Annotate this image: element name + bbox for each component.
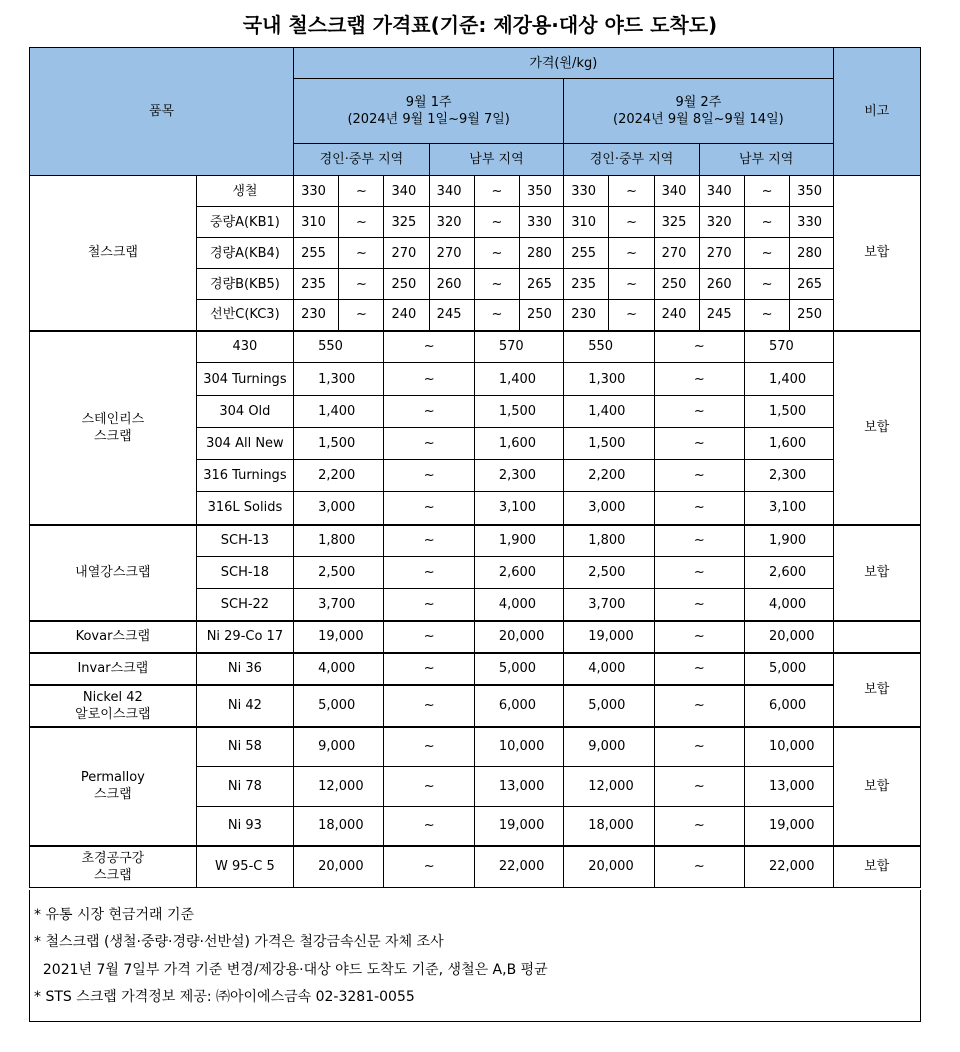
range-separator: ~ <box>654 331 744 363</box>
price-high: 1,600 <box>474 428 563 460</box>
note-cell: 보합 <box>833 176 920 331</box>
grade-name: Ni 93 <box>196 807 293 846</box>
range-separator: ~ <box>654 396 744 428</box>
note-cell <box>833 621 920 653</box>
range-separator: ~ <box>339 269 384 300</box>
group-name: 스테인리스 스크랩 <box>30 331 197 525</box>
price-low: 3,000 <box>294 492 384 525</box>
price-low: 2,200 <box>564 460 654 492</box>
grade-name: W 95-C 5 <box>196 846 293 888</box>
range-separator: ~ <box>384 557 474 589</box>
range-separator: ~ <box>654 807 744 846</box>
price-low: 340 <box>699 176 744 207</box>
price-low: 550 <box>564 331 654 363</box>
price-low: 19,000 <box>564 621 654 653</box>
price-low: 3,000 <box>564 492 654 525</box>
grade-name: SCH-22 <box>196 589 293 621</box>
price-high: 340 <box>654 176 699 207</box>
price-high: 1,600 <box>744 428 833 460</box>
price-low: 2,200 <box>294 460 384 492</box>
range-separator: ~ <box>384 396 474 428</box>
grade-name: 316L Solids <box>196 492 293 525</box>
price-high: 570 <box>744 331 833 363</box>
price-low: 1,400 <box>294 396 384 428</box>
price-low: 4,000 <box>564 653 654 685</box>
header-note: 비고 <box>833 48 920 176</box>
price-high: 265 <box>520 269 564 300</box>
table-row <box>30 685 921 727</box>
range-separator: ~ <box>339 238 384 269</box>
price-low: 320 <box>699 207 744 238</box>
group-name: Permalloy 스크랩 <box>30 727 197 846</box>
header-week1-label: 9월 1주 <box>405 95 452 110</box>
price-high: 3,100 <box>744 492 833 525</box>
price-high: 5,000 <box>474 653 563 685</box>
price-low: 330 <box>564 176 609 207</box>
note-cell: 보합 <box>833 653 920 727</box>
price-low: 1,300 <box>294 363 384 396</box>
price-low: 5,000 <box>294 685 384 727</box>
grade-name: 430 <box>196 331 293 363</box>
price-high: 6,000 <box>744 685 833 727</box>
price-high: 1,900 <box>474 525 563 557</box>
price-low: 18,000 <box>294 807 384 846</box>
price-high: 19,000 <box>474 807 563 846</box>
range-separator: ~ <box>654 492 744 525</box>
header-item: 품목 <box>30 48 294 176</box>
price-low: 260 <box>429 269 474 300</box>
range-separator: ~ <box>654 621 744 653</box>
note-line: 2021년 7월 7일부 가격 기준 변경/제강용·대상 야드 도착도 기준, 생철은 A,B 평균 <box>34 962 548 978</box>
price-low: 19,000 <box>294 621 384 653</box>
range-separator: ~ <box>609 300 654 331</box>
grade-name: Ni 29-Co 17 <box>196 621 293 653</box>
price-high: 6,000 <box>474 685 563 727</box>
note-cell: 보합 <box>833 727 920 846</box>
range-separator: ~ <box>609 238 654 269</box>
price-low: 245 <box>429 300 474 331</box>
price-high: 330 <box>790 207 833 238</box>
price-high: 1,500 <box>474 396 563 428</box>
range-separator: ~ <box>384 807 474 846</box>
price-high: 2,300 <box>744 460 833 492</box>
note-line: * 유통 시장 현금거래 기준 <box>34 907 195 923</box>
range-separator: ~ <box>654 589 744 621</box>
range-separator: ~ <box>384 727 474 767</box>
price-high: 1,900 <box>744 525 833 557</box>
header-week2-range: (2024년 9월 8일~9월 14일) <box>613 112 784 127</box>
grade-name: 생철 <box>196 176 293 207</box>
table-row <box>30 653 921 685</box>
price-low: 1,800 <box>294 525 384 557</box>
price-high: 1,400 <box>474 363 563 396</box>
grade-name: 경량A(KB4) <box>196 238 293 269</box>
range-separator: ~ <box>384 428 474 460</box>
price-high: 22,000 <box>744 846 833 888</box>
price-low: 9,000 <box>564 727 654 767</box>
group-name: 내열강스크랩 <box>30 525 197 621</box>
group-name: Kovar스크랩 <box>30 621 197 653</box>
price-low: 1,500 <box>564 428 654 460</box>
range-separator: ~ <box>339 300 384 331</box>
range-separator: ~ <box>384 685 474 727</box>
table-row <box>30 525 921 557</box>
header-w2-south: 남부 지역 <box>699 144 833 176</box>
price-high: 19,000 <box>744 807 833 846</box>
page-title: 국내 철스크랩 가격표(기준: 제강용·대상 야드 도착도) <box>242 13 718 37</box>
price-high: 280 <box>790 238 833 269</box>
header-w1-south: 남부 지역 <box>429 144 564 176</box>
grade-name: Ni 58 <box>196 727 293 767</box>
grade-name: 경량B(KB5) <box>196 269 293 300</box>
price-low: 255 <box>564 238 609 269</box>
price-high: 3,100 <box>474 492 563 525</box>
price-low: 340 <box>429 176 474 207</box>
price-high: 330 <box>520 207 564 238</box>
range-separator: ~ <box>744 269 789 300</box>
price-high: 325 <box>654 207 699 238</box>
grade-name: Ni 42 <box>196 685 293 727</box>
price-low: 260 <box>699 269 744 300</box>
price-high: 350 <box>520 176 564 207</box>
price-low: 320 <box>429 207 474 238</box>
price-high: 1,500 <box>744 396 833 428</box>
price-low: 330 <box>294 176 339 207</box>
price-low: 2,500 <box>564 557 654 589</box>
grade-name: SCH-18 <box>196 557 293 589</box>
price-low: 235 <box>294 269 339 300</box>
range-separator: ~ <box>384 460 474 492</box>
range-separator: ~ <box>744 300 789 331</box>
range-separator: ~ <box>654 685 744 727</box>
range-separator: ~ <box>384 492 474 525</box>
price-high: 270 <box>654 238 699 269</box>
note-cell: 보합 <box>833 331 920 525</box>
range-separator: ~ <box>609 176 654 207</box>
range-separator: ~ <box>339 176 384 207</box>
range-separator: ~ <box>654 846 744 888</box>
price-low: 310 <box>294 207 339 238</box>
price-high: 1,400 <box>744 363 833 396</box>
range-separator: ~ <box>384 589 474 621</box>
range-separator: ~ <box>474 300 519 331</box>
price-high: 250 <box>790 300 833 331</box>
range-separator: ~ <box>474 207 519 238</box>
price-high: 240 <box>384 300 429 331</box>
table-row <box>30 621 921 653</box>
price-high: 10,000 <box>744 727 833 767</box>
range-separator: ~ <box>744 238 789 269</box>
price-low: 9,000 <box>294 727 384 767</box>
header-w1-central: 경인·중부 지역 <box>294 144 430 176</box>
price-high: 570 <box>474 331 563 363</box>
price-high: 5,000 <box>744 653 833 685</box>
notes-box <box>29 890 921 1022</box>
range-separator: ~ <box>474 176 519 207</box>
price-low: 1,300 <box>564 363 654 396</box>
price-high: 20,000 <box>474 621 563 653</box>
range-separator: ~ <box>654 727 744 767</box>
note-cell: 보합 <box>833 846 920 888</box>
price-low: 230 <box>294 300 339 331</box>
range-separator: ~ <box>384 525 474 557</box>
price-low: 5,000 <box>564 685 654 727</box>
price-high: 13,000 <box>744 767 833 807</box>
range-separator: ~ <box>654 653 744 685</box>
range-separator: ~ <box>474 238 519 269</box>
range-separator: ~ <box>744 207 789 238</box>
grade-name: 316 Turnings <box>196 460 293 492</box>
price-low: 245 <box>699 300 744 331</box>
price-low: 310 <box>564 207 609 238</box>
group-name: 철스크랩 <box>30 176 197 331</box>
note-line: * 철스크랩 (생철·중량·경량·선반설) 가격은 철강금속신문 자체 조사 <box>34 934 444 950</box>
range-separator: ~ <box>384 621 474 653</box>
range-separator: ~ <box>654 428 744 460</box>
range-separator: ~ <box>654 460 744 492</box>
price-high: 2,600 <box>744 557 833 589</box>
price-high: 2,600 <box>474 557 563 589</box>
range-separator: ~ <box>384 363 474 396</box>
price-high: 350 <box>790 176 833 207</box>
grade-name: Ni 36 <box>196 653 293 685</box>
grade-name: 중량A(KB1) <box>196 207 293 238</box>
header-week2-label: 9월 2주 <box>675 95 722 110</box>
table-row <box>30 176 921 207</box>
price-high: 340 <box>384 176 429 207</box>
header-week2 <box>564 79 833 144</box>
price-high: 22,000 <box>474 846 563 888</box>
table-row <box>30 846 921 888</box>
price-table-body <box>30 176 921 888</box>
price-high: 270 <box>384 238 429 269</box>
price-low: 18,000 <box>564 807 654 846</box>
price-low: 1,500 <box>294 428 384 460</box>
grade-name: SCH-13 <box>196 525 293 557</box>
grade-name: 304 Old <box>196 396 293 428</box>
note-cell: 보합 <box>833 525 920 621</box>
price-low: 3,700 <box>294 589 384 621</box>
range-separator: ~ <box>654 557 744 589</box>
price-low: 255 <box>294 238 339 269</box>
grade-name: 304 All New <box>196 428 293 460</box>
header-w2-central: 경인·중부 지역 <box>564 144 700 176</box>
price-high: 4,000 <box>474 589 563 621</box>
range-separator: ~ <box>384 767 474 807</box>
price-table <box>29 47 921 888</box>
group-name: Invar스크랩 <box>30 653 197 685</box>
price-high: 265 <box>790 269 833 300</box>
price-low: 2,500 <box>294 557 384 589</box>
price-low: 20,000 <box>564 846 654 888</box>
price-low: 1,800 <box>564 525 654 557</box>
grade-name: Ni 78 <box>196 767 293 807</box>
price-high: 10,000 <box>474 727 563 767</box>
price-low: 550 <box>294 331 384 363</box>
header-price: 가격(원/kg) <box>294 48 833 79</box>
header-week1 <box>294 79 564 144</box>
range-separator: ~ <box>384 331 474 363</box>
range-separator: ~ <box>654 767 744 807</box>
price-low: 230 <box>564 300 609 331</box>
range-separator: ~ <box>474 269 519 300</box>
grade-name: 선반C(KC3) <box>196 300 293 331</box>
price-low: 12,000 <box>564 767 654 807</box>
group-name: Nickel 42 알로이스크랩 <box>30 685 197 727</box>
price-low: 235 <box>564 269 609 300</box>
price-high: 20,000 <box>744 621 833 653</box>
range-separator: ~ <box>384 653 474 685</box>
price-high: 2,300 <box>474 460 563 492</box>
range-separator: ~ <box>609 269 654 300</box>
price-low: 12,000 <box>294 767 384 807</box>
group-name: 초경공구강 스크랩 <box>30 846 197 888</box>
range-separator: ~ <box>384 846 474 888</box>
price-low: 270 <box>699 238 744 269</box>
price-high: 250 <box>654 269 699 300</box>
price-low: 20,000 <box>294 846 384 888</box>
header-week1-range: (2024년 9월 1일~9월 7일) <box>347 112 510 127</box>
price-high: 325 <box>384 207 429 238</box>
price-high: 280 <box>520 238 564 269</box>
price-high: 250 <box>384 269 429 300</box>
table-row <box>30 727 921 767</box>
price-low: 270 <box>429 238 474 269</box>
price-high: 4,000 <box>744 589 833 621</box>
price-low: 3,700 <box>564 589 654 621</box>
price-low: 4,000 <box>294 653 384 685</box>
price-high: 240 <box>654 300 699 331</box>
range-separator: ~ <box>654 363 744 396</box>
price-low: 1,400 <box>564 396 654 428</box>
range-separator: ~ <box>744 176 789 207</box>
table-row <box>30 331 921 363</box>
price-high: 13,000 <box>474 767 563 807</box>
range-separator: ~ <box>339 207 384 238</box>
range-separator: ~ <box>654 525 744 557</box>
grade-name: 304 Turnings <box>196 363 293 396</box>
note-line: * STS 스크랩 가격정보 제공: ㈜아이에스금속 02-3281-0055 <box>34 989 415 1005</box>
price-high: 250 <box>520 300 564 331</box>
range-separator: ~ <box>609 207 654 238</box>
